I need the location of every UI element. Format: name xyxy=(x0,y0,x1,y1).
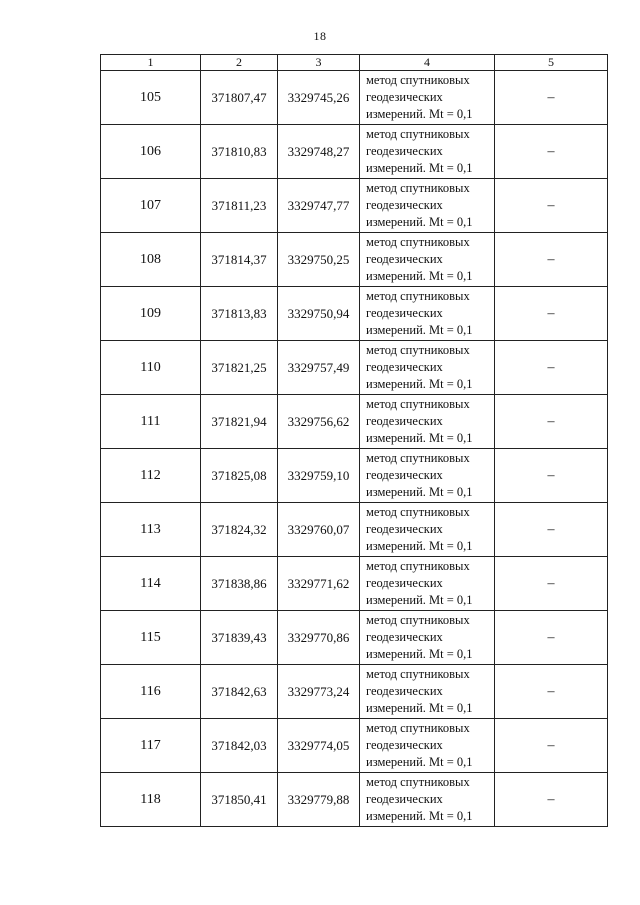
table-row xyxy=(101,773,608,827)
coordinate-y-cell: 3329771,62 xyxy=(278,557,360,611)
note-cell: – xyxy=(495,233,608,287)
table-row xyxy=(101,449,608,503)
note-cell: – xyxy=(495,665,608,719)
method-cell xyxy=(360,233,495,287)
note-cell: – xyxy=(495,719,608,773)
coordinate-y-cell: 3329759,10 xyxy=(278,449,360,503)
coordinate-x-cell: 371850,41 xyxy=(201,773,278,827)
method-text-line: геодезических xyxy=(366,468,443,482)
method-cell xyxy=(360,719,495,773)
table-row xyxy=(101,341,608,395)
coordinate-x-cell: 371811,23 xyxy=(201,179,278,233)
coordinate-y-cell: 3329770,86 xyxy=(278,611,360,665)
coordinate-x-cell: 371825,08 xyxy=(201,449,278,503)
method-text-line: измерений. Mt = 0,1 xyxy=(366,323,473,337)
method-text-line: геодезических xyxy=(366,792,443,806)
note-cell: – xyxy=(495,557,608,611)
method-cell xyxy=(360,611,495,665)
method-text-line: измерений. Mt = 0,1 xyxy=(366,485,473,499)
table-row xyxy=(101,557,608,611)
coordinate-y-cell: 3329760,07 xyxy=(278,503,360,557)
column-header-3: 3 xyxy=(278,55,360,71)
method-cell xyxy=(360,503,495,557)
note-cell: – xyxy=(495,611,608,665)
method-text-line: измерений. Mt = 0,1 xyxy=(366,755,473,769)
note-cell: – xyxy=(495,125,608,179)
method-cell xyxy=(360,773,495,827)
table-row xyxy=(101,71,608,125)
table-row xyxy=(101,719,608,773)
method-cell xyxy=(360,179,495,233)
method-text-line: геодезических xyxy=(366,684,443,698)
method-text-line: измерений. Mt = 0,1 xyxy=(366,701,473,715)
point-number-cell: 113 xyxy=(101,503,201,557)
point-number-cell: 111 xyxy=(101,395,201,449)
coordinate-x-cell: 371807,47 xyxy=(201,71,278,125)
note-cell: – xyxy=(495,449,608,503)
method-text-line: геодезических xyxy=(366,306,443,320)
point-number-cell: 109 xyxy=(101,287,201,341)
point-number-cell: 112 xyxy=(101,449,201,503)
point-number-cell: 107 xyxy=(101,179,201,233)
method-cell xyxy=(360,557,495,611)
method-text-line: метод спутниковых xyxy=(366,559,470,573)
page-number: 18 xyxy=(313,29,327,43)
note-cell: – xyxy=(495,287,608,341)
coordinate-x-cell: 371839,43 xyxy=(201,611,278,665)
coordinate-x-cell: 371813,83 xyxy=(201,287,278,341)
table-row xyxy=(101,503,608,557)
method-text-line: геодезических xyxy=(366,630,443,644)
method-cell xyxy=(360,395,495,449)
method-text-line: измерений. Mt = 0,1 xyxy=(366,215,473,229)
coordinate-x-cell: 371842,03 xyxy=(201,719,278,773)
coordinate-x-cell: 371842,63 xyxy=(201,665,278,719)
table-row xyxy=(101,287,608,341)
coordinate-y-cell: 3329756,62 xyxy=(278,395,360,449)
method-text-line: геодезических xyxy=(366,360,443,374)
method-text-line: метод спутниковых xyxy=(366,235,470,249)
method-text-line: геодезических xyxy=(366,198,443,212)
point-number-cell: 114 xyxy=(101,557,201,611)
method-text-line: геодезических xyxy=(366,90,443,104)
coordinates-table xyxy=(100,54,608,827)
coordinate-y-cell: 3329757,49 xyxy=(278,341,360,395)
method-cell xyxy=(360,449,495,503)
method-text-line: геодезических xyxy=(366,144,443,158)
method-text-line: метод спутниковых xyxy=(366,397,470,411)
method-cell xyxy=(360,665,495,719)
method-text-line: геодезических xyxy=(366,252,443,266)
note-cell: – xyxy=(495,71,608,125)
method-text-line: геодезических xyxy=(366,576,443,590)
note-cell: – xyxy=(495,179,608,233)
method-cell xyxy=(360,287,495,341)
method-text-line: геодезических xyxy=(366,522,443,536)
point-number-cell: 115 xyxy=(101,611,201,665)
method-text-line: измерений. Mt = 0,1 xyxy=(366,647,473,661)
coordinate-x-cell: 371824,32 xyxy=(201,503,278,557)
method-text-line: метод спутниковых xyxy=(366,775,470,789)
method-text-line: геодезических xyxy=(366,414,443,428)
point-number-cell: 117 xyxy=(101,719,201,773)
method-text-line: метод спутниковых xyxy=(366,73,470,87)
method-text-line: измерений. Mt = 0,1 xyxy=(366,539,473,553)
point-number-cell: 110 xyxy=(101,341,201,395)
method-text-line: измерений. Mt = 0,1 xyxy=(366,161,473,175)
coordinate-y-cell: 3329750,25 xyxy=(278,233,360,287)
note-cell: – xyxy=(495,341,608,395)
note-cell: – xyxy=(495,503,608,557)
coordinate-y-cell: 3329747,77 xyxy=(278,179,360,233)
note-cell: – xyxy=(495,395,608,449)
method-text-line: метод спутниковых xyxy=(366,343,470,357)
table-row xyxy=(101,395,608,449)
column-header-4: 4 xyxy=(360,55,495,71)
method-text-line: измерений. Mt = 0,1 xyxy=(366,377,473,391)
method-text-line: геодезических xyxy=(366,738,443,752)
table-row xyxy=(101,233,608,287)
table-header-row xyxy=(101,55,608,71)
method-cell xyxy=(360,71,495,125)
coordinate-y-cell: 3329750,94 xyxy=(278,287,360,341)
coordinate-x-cell: 371821,25 xyxy=(201,341,278,395)
method-text-line: метод спутниковых xyxy=(366,127,470,141)
method-text-line: измерений. Mt = 0,1 xyxy=(366,269,473,283)
point-number-cell: 106 xyxy=(101,125,201,179)
method-text-line: метод спутниковых xyxy=(366,181,470,195)
point-number-cell: 118 xyxy=(101,773,201,827)
table-body xyxy=(101,71,608,827)
coordinate-y-cell: 3329774,05 xyxy=(278,719,360,773)
coordinate-y-cell: 3329745,26 xyxy=(278,71,360,125)
coordinate-x-cell: 371838,86 xyxy=(201,557,278,611)
column-header-5: 5 xyxy=(495,55,608,71)
table-row xyxy=(101,665,608,719)
coordinate-y-cell: 3329779,88 xyxy=(278,773,360,827)
method-text-line: метод спутниковых xyxy=(366,505,470,519)
coordinate-y-cell: 3329773,24 xyxy=(278,665,360,719)
note-cell: – xyxy=(495,773,608,827)
method-text-line: метод спутниковых xyxy=(366,289,470,303)
coordinate-x-cell: 371814,37 xyxy=(201,233,278,287)
method-text-line: метод спутниковых xyxy=(366,613,470,627)
method-cell xyxy=(360,341,495,395)
method-text-line: измерений. Mt = 0,1 xyxy=(366,593,473,607)
coordinate-x-cell: 371810,83 xyxy=(201,125,278,179)
column-header-2: 2 xyxy=(201,55,278,71)
method-text-line: измерений. Mt = 0,1 xyxy=(366,431,473,445)
coordinate-y-cell: 3329748,27 xyxy=(278,125,360,179)
method-text-line: метод спутниковых xyxy=(366,667,470,681)
method-text-line: метод спутниковых xyxy=(366,451,470,465)
point-number-cell: 108 xyxy=(101,233,201,287)
column-header-1: 1 xyxy=(101,55,201,71)
point-number-cell: 116 xyxy=(101,665,201,719)
method-text-line: измерений. Mt = 0,1 xyxy=(366,107,473,121)
table-row xyxy=(101,611,608,665)
method-text-line: измерений. Mt = 0,1 xyxy=(366,809,473,823)
method-text-line: метод спутниковых xyxy=(366,721,470,735)
point-number-cell: 105 xyxy=(101,71,201,125)
table-row xyxy=(101,125,608,179)
table-row xyxy=(101,179,608,233)
coordinate-x-cell: 371821,94 xyxy=(201,395,278,449)
method-cell xyxy=(360,125,495,179)
